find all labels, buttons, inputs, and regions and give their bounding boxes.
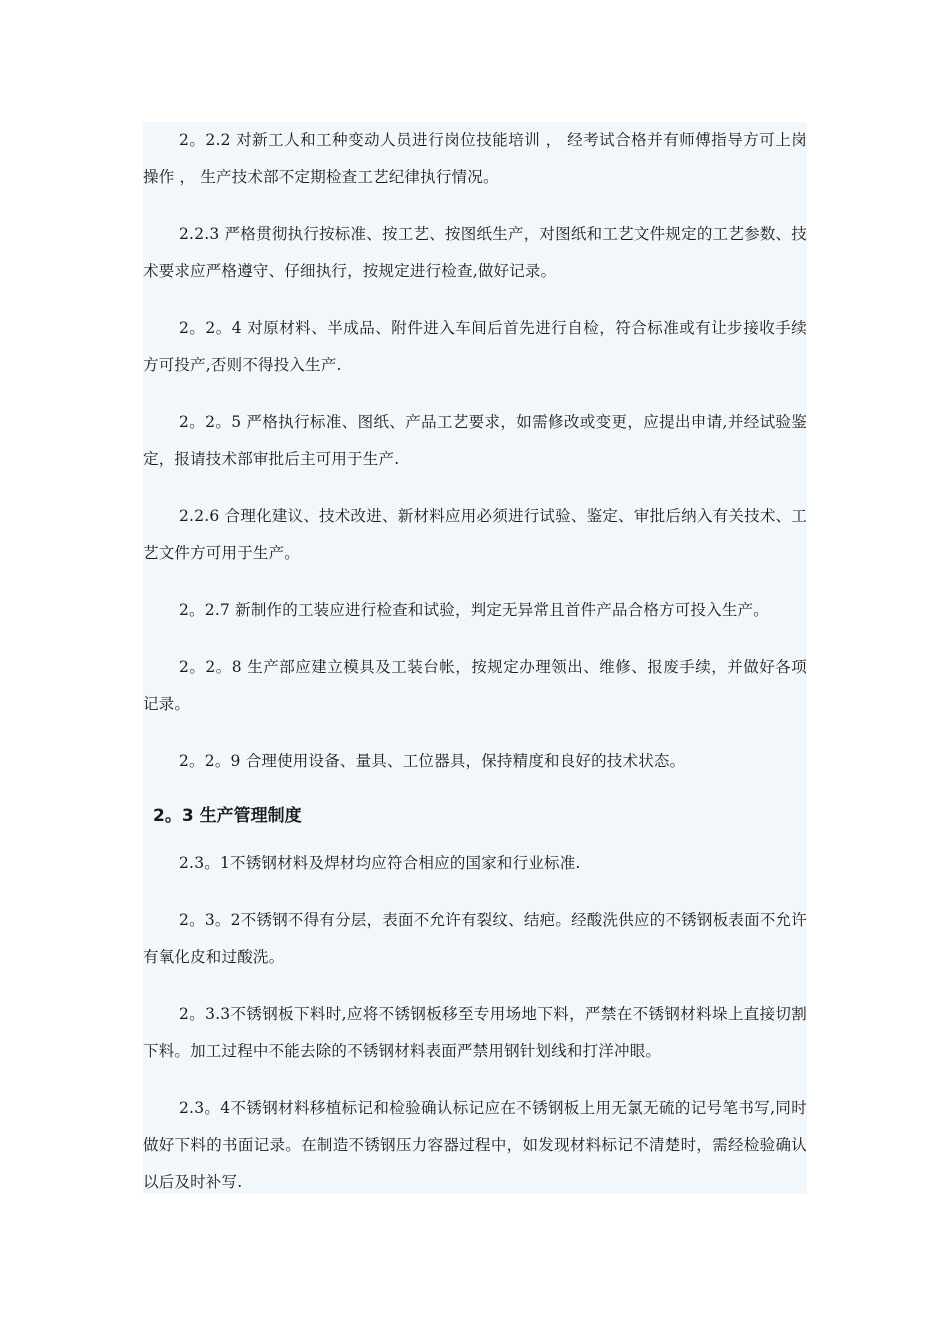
paragraph-2-2-6: 2.2.6 合理化建议、技术改进、新材料应用必须进行试验、鉴定、审批后纳入有关技术、工艺文件方可用于生产。	[143, 507, 807, 562]
paragraph-2-2-2: 2。2.2 对新工人和工种变动人员进行岗位技能培训 ， 经考试合格并有师傅指导方可上岗操作 ， 生产技术部不定期检查工艺纪律执行情况。	[143, 131, 807, 186]
paragraph-2-2-4: 2。2。4 对原材料、半成品、附件进入车间后首先进行自检，符合标准或有让步接收手续方可投产,否则不得投入生产.	[143, 319, 807, 374]
paragraph-2-2-5: 2。2。5 严格执行标准、图纸、产品工艺要求，如需修改或变更，应提出申请,并经试验鉴定，报请技术部审批后主可用于生产.	[143, 413, 807, 468]
paragraph-2-2-9: 2。2。9 合理使用设备、量具、工位器具，保持精度和良好的技术状态。	[179, 752, 686, 770]
paragraph-2-2-8: 2。2。8 生产部应建立模具及工装台帐，按规定办理领出、维修、报废手续，并做好各项记录。	[143, 658, 807, 713]
document-body	[143, 122, 807, 1194]
section-heading-2-3: 2。3 生产管理制度	[153, 806, 302, 826]
paragraph-2-3-1: 2.3。1不锈钢材料及焊材均应符合相应的国家和行业标准.	[179, 854, 581, 872]
paragraph-2-2-3: 2.2.3 严格贯彻执行按标准、按工艺、按图纸生产，对图纸和工艺文件规定的工艺参数、技术要求应严格遵守、仔细执行，按规定进行检查,做好记录。	[143, 225, 807, 280]
paragraph-2-3-4: 2.3。4不锈钢材料移植标记和检验确认标记应在不锈钢板上用无氯无硫的记号笔书写,同时做好下料的书面记录。在制造不锈钢压力容器过程中，如发现材料标记不清楚时，需经检验确认以后及时补写.	[143, 1099, 807, 1191]
paragraph-2-3-3: 2。3.3不锈钢板下料时,应将不锈钢板移至专用场地下料，严禁在不锈钢材料垛上直接切割下料。加工过程中不能去除的不锈钢材料表面严禁用钢针划线和打洋冲眼。	[143, 1005, 807, 1060]
paragraph-2-3-2: 2。3。2不锈钢不得有分层，表面不允许有裂纹、结疤。经酸洗供应的不锈钢板表面不允许有氧化皮和过酸洗。	[143, 911, 807, 966]
paragraph-2-2-7: 2。2.7 新制作的工装应进行检查和试验，判定无异常且首件产品合格方可投入生产。	[179, 601, 769, 619]
